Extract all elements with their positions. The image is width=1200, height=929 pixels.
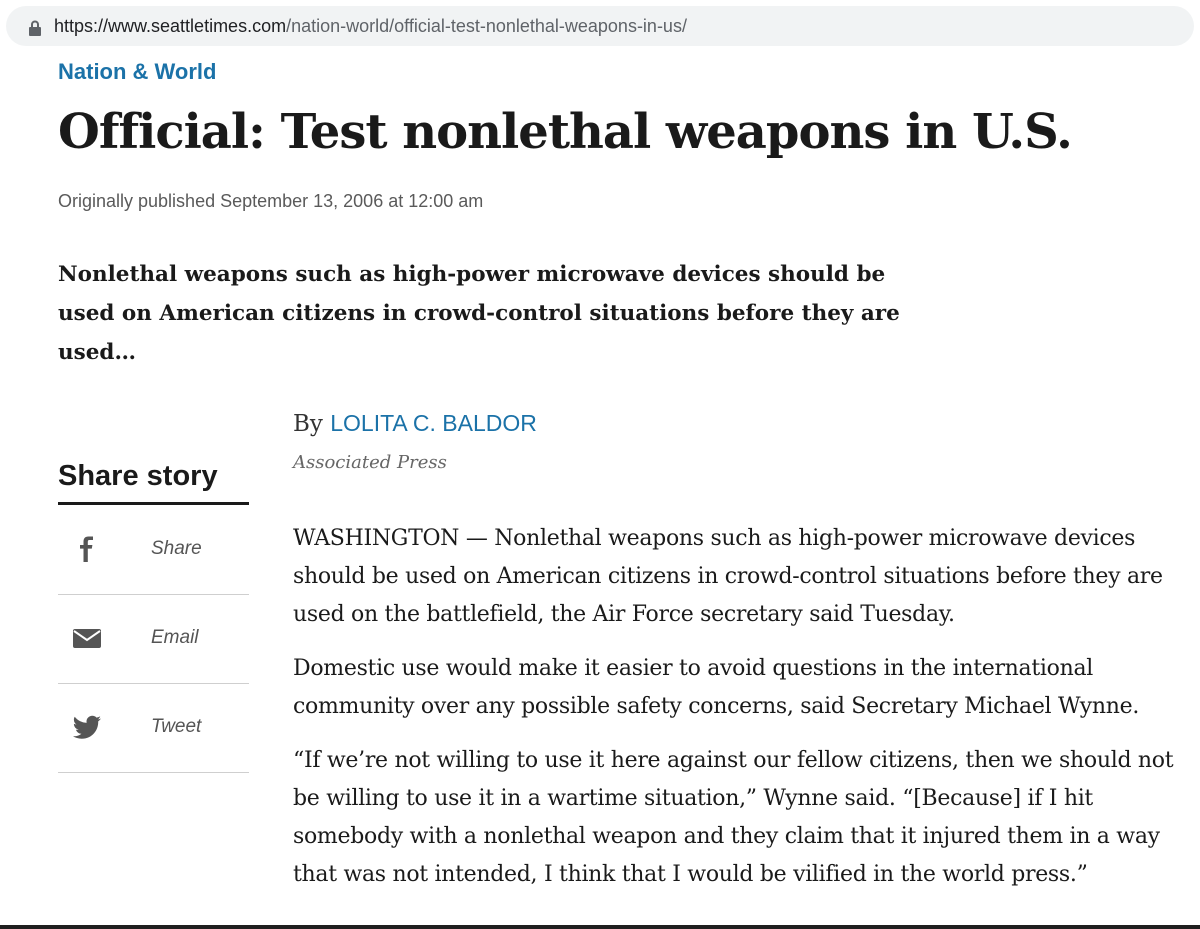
share-twitter-label: Tweet [151, 716, 202, 737]
author-link[interactable]: LOLITA C. BALDOR [330, 410, 537, 436]
byline [293, 410, 537, 437]
share-story-heading: Share story [58, 460, 218, 492]
url-path: /nation-world/official-test-nonlethal-weapons-in-us/ [286, 16, 687, 36]
share-facebook-button[interactable] [58, 506, 249, 595]
lock-icon [28, 20, 42, 36]
facebook-icon [72, 536, 102, 562]
byline-prefix: By [293, 411, 323, 437]
share-email-label: Email [151, 627, 199, 648]
url-text [54, 15, 687, 37]
share-facebook-label: Share [151, 538, 202, 559]
share-twitter-button[interactable] [58, 684, 249, 773]
publish-date: Originally published September 13, 2006 at 12:00 am [58, 191, 484, 211]
article-body [293, 520, 1193, 910]
email-icon [72, 625, 102, 651]
window-bottom-edge [0, 925, 1200, 929]
article-summary: Nonlethal weapons such as high-power microwave devices should be used on American citizens in crowd-control situations before they are used… [58, 262, 900, 365]
agency-credit: Associated Press [293, 452, 447, 473]
twitter-icon [72, 714, 102, 740]
url-field[interactable] [6, 6, 1194, 46]
article-paragraph: “If we’re not willing to use it here against our fellow citizens, then we should not be willing to use it in a wartime situation,” Wynne said. “[Because] if I hit somebody with a nonlethal weapon and they claim that it injured them in a way that was not intended, I think that I would be vilified in the world press.” [293, 748, 1174, 887]
section-link[interactable]: Nation & World [58, 59, 217, 84]
article-paragraph: Domestic use would make it easier to avoid questions in the international community over any possible safety concerns, said Secretary Michael Wynne. [293, 656, 1140, 719]
share-email-button[interactable] [58, 595, 249, 684]
url-host: https://www.seattletimes.com [54, 16, 287, 36]
article-paragraph: WASHINGTON — Nonlethal weapons such as high-power microwave devices should be used on American citizens in crowd-control situations before they are used on the battlefield, the Air Force secretary said Tuesday. [293, 526, 1163, 627]
browser-address-bar [0, 0, 1200, 52]
share-divider [58, 502, 249, 505]
article-headline: Official: Test nonlethal weapons in U.S. [58, 104, 1072, 160]
